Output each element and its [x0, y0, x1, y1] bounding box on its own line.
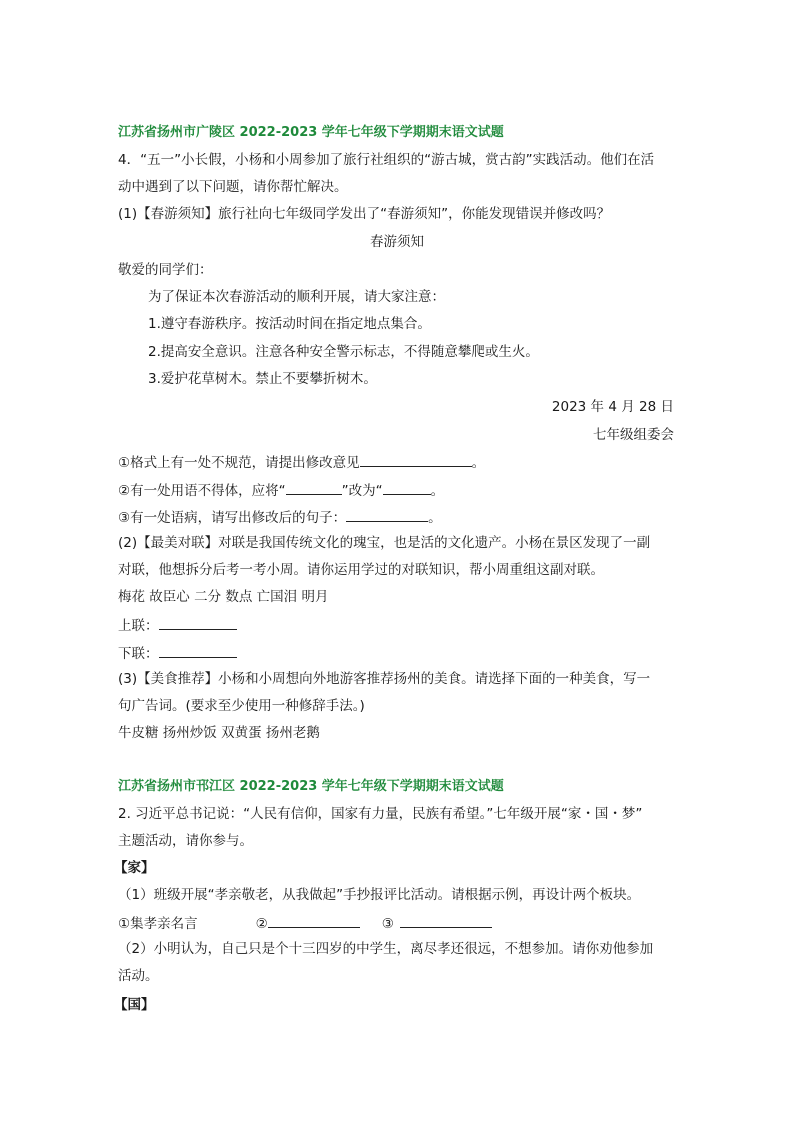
upper-couplet-blank[interactable]: [159, 615, 237, 630]
answer-blank-3[interactable]: [346, 507, 428, 522]
notice-signature: 七年级组委会: [593, 427, 674, 443]
board-option-2-label: ②: [255, 916, 268, 932]
part3-line1: (3)【美食推荐】小杨和小周想向外地游客推荐扬州的美食。请选择下面的一种美食，写一: [118, 671, 651, 687]
part2-line1: (2)【最美对联】对联是我国传统文化的瑰宝，也是活的文化遗产。小杨在景区发现了一副: [118, 535, 651, 551]
upper-couplet-label: 上联：: [118, 618, 159, 634]
lower-couplet-blank[interactable]: [159, 643, 237, 658]
notice-item-3: 3.爱护花草树木。禁止不要攀折树木。: [148, 371, 377, 387]
subquestion-2-end: 。: [430, 483, 445, 499]
notice-greeting: 敬爱的同学们：: [118, 262, 213, 278]
notice-item-2: 2.提高安全意识。注意各种安全警示标志，不得随意攀爬或生火。: [148, 344, 539, 360]
food-list: 牛皮糖 扬州炒饭 双黄蛋 扬州老鹅: [118, 725, 320, 741]
question2-line1: 2. 习近平总书记说：“人民有信仰，国家有力量，民族有希望。”七年级开展“家・国・梦”: [118, 806, 643, 822]
section1-heading: 江苏省扬州市广陵区 2022-2023 学年七年级下学期期末语文试题: [118, 125, 504, 140]
board-option-3-blank[interactable]: [400, 913, 492, 928]
subquestion-2: [118, 480, 444, 500]
notice-intro: 为了保证本次春游活动的顺利开展，请大家注意：: [148, 289, 445, 305]
answer-blank-2b[interactable]: [383, 480, 431, 495]
home-section-label: 【家】: [114, 860, 155, 876]
section2-heading: 江苏省扬州市邗江区 2022-2023 学年七年级下学期期末语文试题: [118, 779, 504, 794]
lower-couplet: [118, 643, 237, 663]
subquestion-3-end: 。: [428, 510, 442, 526]
question4-line1: 4．“五一”小长假，小杨和小周参加了旅行社组织的“游古城，赏古韵”实践活动。他们在活: [118, 152, 655, 168]
subquestion-1-text: ①格式上有一处不规范，请提出修改意见: [118, 455, 360, 471]
subquestion-1-end: 。: [471, 455, 486, 471]
board-options: [118, 913, 492, 933]
board-option-1: ①集孝亲名言: [118, 916, 198, 932]
part3-line2: 句广告词。(要求至少使用一种修辞手法。): [118, 698, 365, 714]
sub-question-2-line1: （2）小明认为，自己只是个十三四岁的中学生，离尽孝还很远，不想参加。请你劝他参加: [118, 941, 654, 957]
sub-question-2-line2: 活动。: [118, 968, 159, 984]
upper-couplet: [118, 615, 237, 635]
sub-question-1: （1）班级开展“孝亲敬老，从我做起”手抄报评比活动。请根据示例，再设计两个板块。: [118, 887, 641, 903]
board-option-3-label: ③: [381, 916, 394, 932]
subquestion-1: [118, 452, 485, 472]
answer-blank-2a[interactable]: [286, 480, 342, 495]
subquestion-2-text-b: ”改为“: [341, 483, 383, 499]
notice-item-1: 1.遵守春游秩序。按活动时间在指定地点集合。: [148, 316, 431, 332]
board-option-2-blank[interactable]: [268, 913, 360, 928]
subquestion-3-text: ③有一处语病，请写出修改后的句子：: [118, 510, 347, 526]
question2-line2: 主题活动，请你参与。: [118, 833, 253, 849]
subquestion-3: [118, 507, 442, 527]
question4-line2: 动中遇到了以下问题，请你帮忙解决。: [118, 179, 348, 195]
answer-blank-1[interactable]: [360, 452, 472, 467]
notice-date: 2023 年 4 月 28 日: [551, 399, 674, 415]
subquestion-2-text-a: ②有一处用语不得体，应将“: [118, 483, 286, 499]
couplet-words: 梅花 故臣心 二分 数点 亡国泪 明月: [118, 589, 329, 605]
country-section-label: 【国】: [114, 997, 155, 1013]
lower-couplet-label: 下联：: [118, 646, 159, 662]
part2-line2: 对联，他想拆分后考一考小周。请你运用学过的对联知识，帮小周重组这副对联。: [118, 562, 604, 578]
notice-title: 春游须知: [370, 234, 424, 250]
part1-prompt: (1)【春游须知】旅行社向七年级同学发出了“春游须知”，你能发现错误并修改吗？: [118, 206, 611, 222]
